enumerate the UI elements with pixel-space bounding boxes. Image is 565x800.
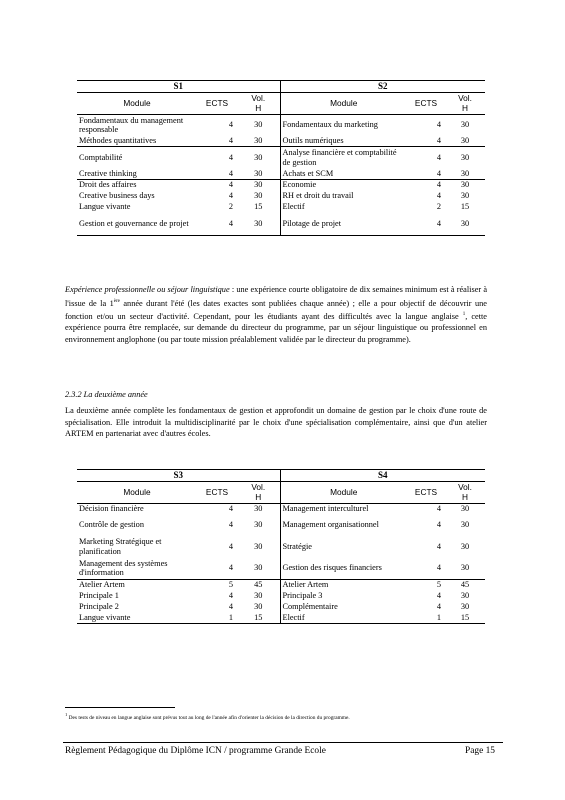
module-header: Module [280, 93, 407, 115]
ects-cell: 4 [407, 213, 445, 236]
ects-cell: 1 [407, 613, 445, 624]
module-header: Module [77, 482, 197, 504]
module-cell: Marketing Stratégique et planification [79, 536, 162, 556]
volh-cell: 30 [445, 147, 485, 169]
semester-label: S3 [77, 470, 280, 482]
table-row [77, 536, 485, 558]
footnote [65, 711, 495, 722]
volh-cell: 15 [460, 202, 470, 212]
module-cell: Fondamentaux du management responsable [77, 115, 197, 136]
ects-header: ECTS [407, 482, 445, 504]
ects-cell: 4 [407, 180, 445, 191]
volh-cell: 30 [237, 504, 280, 515]
table-row [77, 136, 485, 147]
module-cell: Complémentaire [282, 602, 338, 612]
ects-cell: 4 [407, 504, 445, 515]
volh-cell: 30 [237, 147, 280, 169]
module-cell: Electif [280, 613, 407, 624]
volh-cell: 30 [445, 213, 485, 236]
table-row [77, 613, 485, 624]
module-header: Module [77, 93, 197, 115]
ects-cell: 4 [228, 591, 233, 601]
ects-cell: 4 [436, 591, 441, 601]
volh-cell: 30 [237, 191, 280, 202]
module-cell: Economie [280, 180, 407, 191]
ects-cell: 4 [228, 191, 233, 201]
module-cell: Stratégie [282, 541, 312, 551]
ects-cell: 4 [436, 168, 441, 178]
paragraph-text: : une expérience courte obligatoire de dix semaines minimum est à réaliser à l'issue de la 1 [65, 285, 487, 308]
footnote-text: Des tests de niveau en langue anglaise sont prévus tout au long de l'année afin d'orienter la décision de la direction du programme. [67, 714, 350, 721]
volh-cell: 30 [237, 536, 280, 558]
volh-cell: 30 [237, 213, 280, 236]
module-cell: Outils numériques [282, 135, 344, 145]
paragraph-text: année durant l'été (les dates exactes sont publiées chaque année) ; elle a pour objectif de découvrir une fonction et/ou un secteur d'activité. Cependant, pour les étudiants ayant des difficultés avec la langue anglaise [65, 298, 487, 321]
ects-cell: 5 [197, 580, 237, 591]
semester-label: S4 [280, 470, 485, 482]
volh-cell: 30 [237, 558, 280, 580]
module-cell: Pilotage de projet [280, 213, 407, 236]
module-cell: Langue vivante [77, 613, 197, 624]
footnote-rule [65, 707, 175, 708]
table-row [77, 180, 485, 191]
ects-cell: 5 [407, 580, 445, 591]
module-cell: Principale 3 [282, 591, 323, 601]
semester-label: S1 [77, 81, 280, 93]
module-cell: Atelier Artem [77, 580, 197, 591]
ects-cell: 4 [436, 520, 441, 530]
ects-cell: 4 [197, 115, 237, 136]
ects-cell: 4 [228, 168, 233, 178]
footnote-marker: 1 [65, 712, 68, 717]
ects-cell: 4 [228, 541, 233, 551]
table-row [77, 591, 485, 602]
ects-cell: 4 [228, 520, 233, 530]
paragraph-text: , cette expérience pourra être remplacée, sur demande du directeur du programme, par un séjour linguistique ou professionnel en environnement anglophone (ou par toute mission préalablement validée par le directeur du programme). [65, 311, 487, 344]
ects-cell: 4 [197, 180, 237, 191]
module-cell: Atelier Artem [280, 580, 407, 591]
volh-cell: 30 [460, 520, 470, 530]
ects-cell: 2 [436, 202, 441, 212]
volh-cell: 15 [237, 202, 280, 213]
module-cell: Principale 1 [79, 591, 119, 601]
semester-table-s3-s4 [77, 469, 485, 624]
ects-header: ECTS [197, 482, 237, 504]
table-row [77, 202, 485, 213]
module-cell: Décision financière [77, 504, 197, 515]
italic-lead: Expérience professionnelle ou séjour linguistique [65, 285, 230, 294]
module-cell: RH et droit du travail [282, 191, 354, 201]
module-cell: Electif [282, 202, 305, 212]
volh-cell: 30 [445, 504, 485, 515]
module-header: Module [280, 482, 407, 504]
volh-cell: 30 [460, 135, 470, 145]
volh-cell: 15 [445, 613, 485, 624]
module-cell: Principale 2 [79, 602, 119, 612]
volh-cell: 30 [237, 180, 280, 191]
module-cell: Management organisationnel [282, 520, 379, 530]
table-row [77, 602, 485, 613]
volh-header: Vol. H [445, 93, 485, 115]
volh-cell: 15 [237, 613, 280, 624]
page-number: Page 15 [465, 746, 495, 756]
volh-cell: 30 [460, 591, 470, 601]
ects-cell: 4 [228, 602, 233, 612]
ects-cell: 4 [436, 541, 441, 551]
volh-cell: 30 [237, 602, 280, 613]
page-footer [65, 746, 495, 756]
volh-cell: 30 [237, 169, 280, 180]
ects-cell: 4 [228, 135, 233, 145]
table-row [77, 169, 485, 180]
volh-cell: 30 [237, 591, 280, 602]
ects-header: ECTS [197, 93, 237, 115]
table-row [77, 213, 485, 236]
table-row [77, 115, 485, 136]
volh-header: Vol. H [237, 93, 280, 115]
ects-cell: 4 [436, 135, 441, 145]
volh-cell: 30 [460, 168, 470, 178]
superscript: ère [113, 298, 120, 304]
ects-cell: 4 [407, 147, 445, 169]
module-cell: Creative thinking [79, 168, 137, 178]
footer-title: Règlement Pédagogique du Diplôme ICN / programme Grande Ecole [65, 746, 326, 756]
volh-cell: 45 [445, 580, 485, 591]
volh-cell: 30 [460, 541, 470, 551]
volh-cell: 30 [460, 563, 470, 573]
table-row [77, 558, 485, 580]
module-cell: Méthodes quantitatives [79, 135, 157, 145]
module-cell: Langue vivante [79, 202, 131, 212]
ects-cell: 4 [197, 147, 237, 169]
table-row [77, 191, 485, 202]
volh-cell: 30 [237, 136, 280, 147]
ects-cell: 4 [436, 191, 441, 201]
ects-cell: 2 [228, 202, 233, 212]
volh-cell: 45 [237, 580, 280, 591]
semester-label: S2 [280, 81, 485, 93]
footnote-marker: 1 [462, 311, 466, 317]
module-cell: Creative business days [79, 191, 155, 201]
second-year-paragraph: La deuxième année complète les fondamentaux de gestion et approfondit un domaine de gestion par le choix d'une route de spécialisation. Elle introduit la multidisciplinarité par le choix d'une spécialisation complémentaire, ainsi que d'un atelier ARTEM en partenariat avec d'autres écoles. [65, 406, 487, 438]
table-row [77, 504, 485, 515]
module-cell: Fondamentaux du marketing [280, 115, 407, 136]
table-row [77, 580, 485, 591]
module-cell: Management interculturel [280, 504, 407, 515]
volh-header: Vol. H [237, 482, 280, 504]
section-subheading: 2.3.2 La deuxième année [65, 390, 148, 399]
ects-cell: 4 [197, 504, 237, 515]
module-cell: Achats et SCM [282, 168, 334, 178]
module-cell: Management des systèmes d'information [79, 558, 168, 578]
footer-rule [63, 742, 503, 743]
module-cell: Gestion des risques financiers [282, 563, 382, 573]
volh-cell: 30 [460, 602, 470, 612]
ects-cell: 1 [197, 613, 237, 624]
ects-cell: 4 [436, 602, 441, 612]
ects-cell: 4 [436, 563, 441, 573]
module-cell: Gestion et gouvernance de projet [77, 213, 197, 236]
ects-header: ECTS [407, 93, 445, 115]
module-cell: Droit des affaires [77, 180, 197, 191]
volh-cell: 30 [445, 180, 485, 191]
ects-cell: 4 [407, 115, 445, 136]
table-row [77, 147, 485, 169]
semester-table-s1-s2 [77, 80, 485, 236]
table-row [77, 515, 485, 536]
volh-cell: 30 [237, 115, 280, 136]
module-cell: Analyse financière et comptabilité de gestion [280, 147, 407, 169]
module-cell: Contrôle de gestion [79, 520, 144, 530]
experience-paragraph [65, 284, 487, 345]
ects-cell: 4 [228, 563, 233, 573]
volh-header: Vol. H [445, 482, 485, 504]
volh-cell: 30 [445, 115, 485, 136]
module-cell: Comptabilité [77, 147, 197, 169]
volh-cell: 30 [237, 515, 280, 536]
volh-cell: 30 [460, 191, 470, 201]
ects-cell: 4 [197, 213, 237, 236]
